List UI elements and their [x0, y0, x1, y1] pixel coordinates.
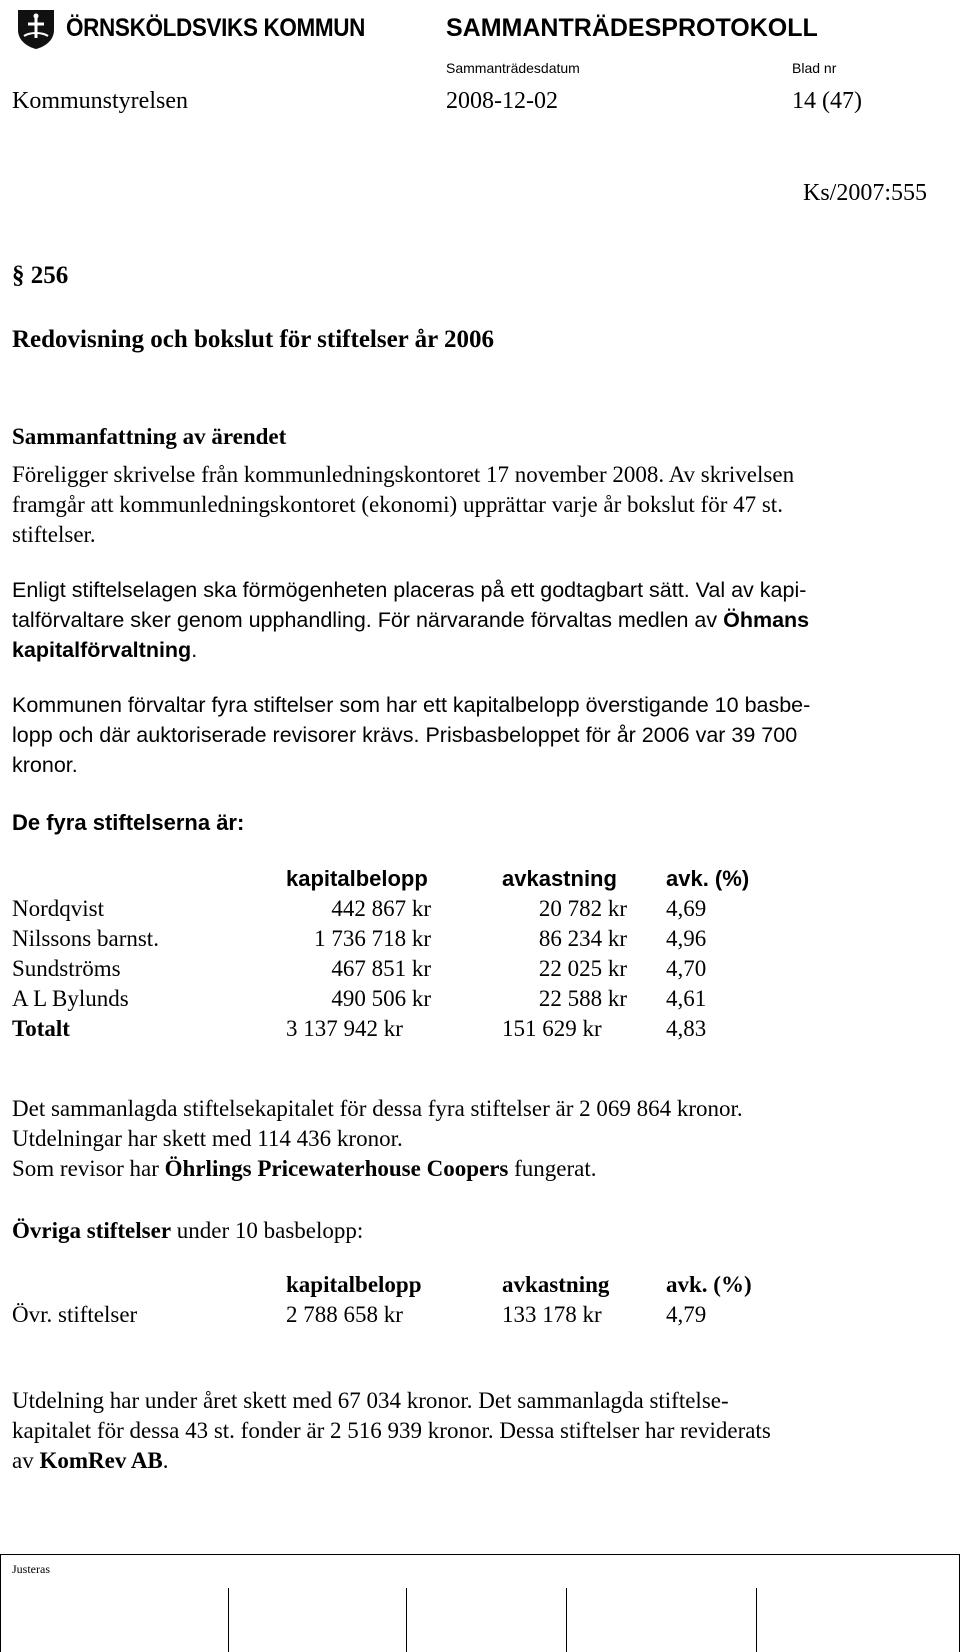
text-line: kapitalet för dessa 43 st. fonder är 2 516 939 kronor. Dessa stiftelser har reviderats [12, 1418, 771, 1443]
percent-value: 4,69 [666, 896, 707, 921]
closing-paragraph [12, 1094, 952, 1184]
summary-heading: Sammanfattning av ärendet [12, 424, 287, 449]
other-foundations-table [12, 1272, 960, 1332]
grid-line [0, 1554, 1, 1652]
total-yield-value: 151 629 kr [502, 1016, 602, 1041]
grid-line [756, 1588, 757, 1652]
text-line: lopp och där auktoriserade revisorer krävs. Prisbasbeloppet för år 2006 var 39 700 [12, 723, 798, 747]
heading-rest: under 10 basbelopp: [171, 1218, 364, 1243]
section-number: § 256 [12, 262, 69, 289]
organization-name: ÖRNSKÖLDSVIKS KOMMUN [66, 14, 366, 42]
percent-value: 4,70 [666, 956, 707, 981]
text-segment: av [12, 1448, 40, 1473]
text-line: framgår att kommunledningskontoret (ekonomi) upprättar varje år bokslut för 47 st. [12, 492, 783, 517]
meeting-date: 2008-12-02 [446, 88, 558, 114]
column-header-capital: kapitalbelopp [286, 866, 428, 891]
other-foundations-heading [12, 1218, 363, 1244]
foundation-name: A L Bylunds [12, 986, 129, 1011]
table-row [12, 896, 960, 926]
text-segment: fungerat. [508, 1156, 597, 1181]
summary-paragraph-2 [12, 575, 952, 665]
foundation-name: Sundströms [12, 956, 121, 981]
text-segment: talförvaltare sker genom upphandling. För närvarande förvaltas medlen av [12, 608, 724, 632]
yield-value: 86 234 kr [538, 926, 627, 951]
text-line [12, 635, 952, 665]
capital-value: 442 867 kr [331, 896, 431, 921]
percent-value: 4,61 [666, 986, 707, 1011]
heading-bold: Övriga stiftelser [12, 1218, 172, 1243]
page-number: 14 (47) [792, 88, 862, 114]
grid-line [0, 1554, 960, 1555]
text-line: Föreligger skrivelse från kommunledningskontoret 17 november 2008. Av skrivelsen [12, 462, 795, 487]
capital-value: 490 506 kr [331, 986, 431, 1011]
text-line: Enligt stiftelselagen ska förmögenheten placeras på ett godtagbart sätt. Val av kapi- [12, 578, 807, 602]
text-line [12, 605, 952, 635]
foundation-name: Nordqvist [12, 896, 104, 921]
text-line: kronor. [12, 753, 78, 777]
percent-value: 4,96 [666, 926, 707, 951]
foundation-name: Nilssons barnst. [12, 926, 159, 951]
foundation-name: Övr. stiftelser [12, 1302, 138, 1327]
total-capital-value: 3 137 942 kr [286, 1016, 403, 1041]
column-header-percent: avk. (%) [666, 866, 750, 891]
table-row [12, 956, 960, 986]
table-row [12, 926, 960, 956]
column-header-percent: avk. (%) [666, 1272, 752, 1297]
text-segment: . [162, 1448, 169, 1473]
percent-value: 4,79 [666, 1302, 707, 1327]
auditor-name-bold: Öhrlings Pricewaterhouse Coopers [164, 1156, 509, 1181]
text-line: Utdelningar har skett med 114 436 kronor. [12, 1126, 403, 1151]
page-number-label: Blad nr [792, 60, 837, 76]
total-percent-value: 4,83 [666, 1016, 707, 1041]
signature-grid [0, 1554, 960, 1652]
table-header-row [12, 1272, 960, 1302]
grid-line [406, 1588, 407, 1652]
capital-value: 2 788 658 kr [286, 1302, 403, 1327]
text-line [12, 1154, 952, 1184]
municipality-crest-icon [16, 8, 56, 50]
page-title: Redovisning och bokslut för stiftelser år 2006 [12, 326, 494, 353]
table-header-row [12, 866, 960, 896]
text-line: Det sammanlagda stiftelsekapitalet för dessa fyra stiftelser är 2 069 864 kronor. [12, 1096, 743, 1121]
total-label: Totalt [12, 1016, 70, 1041]
committee-name: Kommunstyrelsen [12, 88, 188, 114]
table-row [12, 986, 960, 1016]
document-type: SAMMANTRÄDESPROTOKOLL [446, 14, 818, 42]
yield-value: 133 178 kr [502, 1302, 602, 1327]
text-line: Kommunen förvaltar fyra stiftelser som har ett kapitalbelopp överstigande 10 basbe- [12, 693, 811, 717]
summary-paragraph-3 [12, 690, 952, 780]
capital-value: 467 851 kr [331, 956, 431, 981]
text-segment: . [191, 638, 198, 662]
text-line: stiftelser. [12, 522, 96, 547]
text-line [12, 1446, 952, 1476]
grid-line [228, 1588, 229, 1652]
yield-value: 22 025 kr [538, 956, 627, 981]
grid-line [566, 1588, 567, 1652]
column-header-yield: avkastning [502, 866, 617, 891]
yield-value: 20 782 kr [538, 896, 627, 921]
column-header-yield: avkastning [502, 1272, 610, 1297]
yield-value: 22 588 kr [538, 986, 627, 1011]
manager-name-bold: kapitalförvaltning [12, 638, 192, 662]
foundations-list-heading: De fyra stiftelserna är: [12, 810, 245, 835]
text-segment: Som revisor har [12, 1156, 165, 1181]
text-line: Utdelning har under året skett med 67 034 kronor. Det sammanlagda stiftelse- [12, 1388, 729, 1413]
other-foundations-paragraph [12, 1386, 952, 1476]
column-header-capital: kapitalbelopp [286, 1272, 422, 1297]
table-row [12, 1302, 960, 1332]
manager-name-bold: Öhmans [723, 608, 810, 632]
summary-paragraph-1 [12, 460, 952, 550]
justeras-label: Justeras [12, 1562, 50, 1576]
auditor-name-bold: KomRev AB [39, 1448, 163, 1473]
foundations-table [12, 866, 960, 1046]
capital-value: 1 736 718 kr [314, 926, 431, 951]
meeting-date-label: Sammanträdesdatum [446, 60, 580, 76]
table-total-row [12, 1016, 960, 1046]
case-number: Ks/2007:555 [803, 180, 928, 206]
